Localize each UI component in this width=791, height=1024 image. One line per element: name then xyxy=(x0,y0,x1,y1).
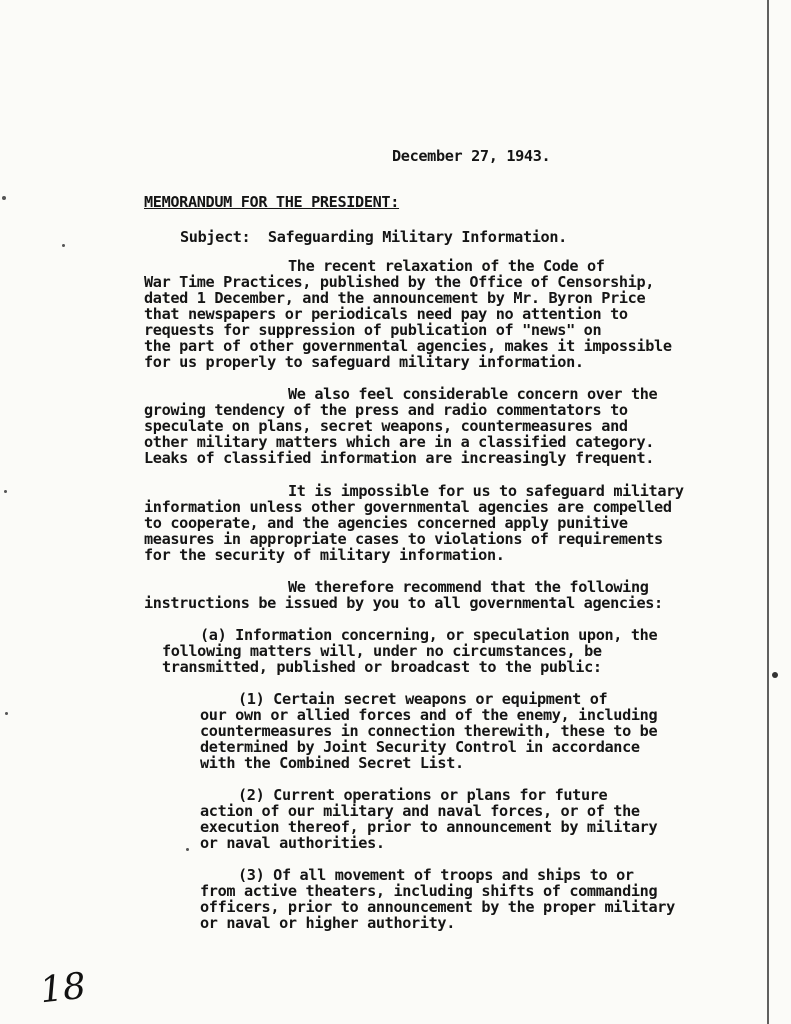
paragraph-line: Leaks of classified information are increasingly frequent. xyxy=(144,449,655,467)
memo-date: December 27, 1943. xyxy=(392,147,551,165)
paragraph-line: that newspapers or periodicals need pay no attention to xyxy=(144,305,628,323)
speck xyxy=(4,490,7,493)
paragraph-line: (3) Of all movement of troops and ships to or xyxy=(238,866,634,884)
paragraph-line: from active theaters, including shifts of commanding xyxy=(200,882,658,900)
paragraph-line: instructions be issued by you to all governmental agencies: xyxy=(144,594,663,612)
paragraph-line: with the Combined Secret List. xyxy=(200,754,464,772)
paragraph-line: execution thereof, prior to announcement by military xyxy=(200,818,658,836)
paragraph-line: (1) Certain secret weapons or equipment of xyxy=(238,690,608,708)
paragraph-line: We therefore recommend that the following xyxy=(288,578,649,596)
speck xyxy=(5,712,8,715)
speck xyxy=(62,244,65,247)
paragraph-line: the part of other governmental agencies, makes it impossible xyxy=(144,337,672,355)
paragraph-line: officers, prior to announcement by the proper military xyxy=(200,898,675,916)
paragraph-line: or naval authorities. xyxy=(200,834,385,852)
paragraph-line: (2) Current operations or plans for future xyxy=(238,786,608,804)
memo-heading: MEMORANDUM FOR THE PRESIDENT: xyxy=(144,193,400,211)
speck xyxy=(2,196,6,200)
paragraph-line: growing tendency of the press and radio commentators to xyxy=(144,401,628,419)
paragraph-line: speculate on plans, secret weapons, countermeasures and xyxy=(144,417,628,435)
paragraph-line: The recent relaxation of the Code of xyxy=(288,257,605,275)
paragraph-line: measures in appropriate cases to violations of requirements xyxy=(144,530,663,548)
paragraph-line: following matters will, under no circumstances, be xyxy=(162,642,602,660)
paragraph-line: other military matters which are in a classified category. xyxy=(144,433,655,451)
speck xyxy=(186,848,189,851)
paragraph-line: to cooperate, and the agencies concerned apply punitive xyxy=(144,514,628,532)
paragraph-line: requests for suppression of publication of "news" on xyxy=(144,321,602,339)
paragraph-line: determined by Joint Security Control in accordance xyxy=(200,738,640,756)
paragraph-line: our own or allied forces and of the enemy, including xyxy=(200,706,658,724)
paragraph-line: or naval or higher authority. xyxy=(200,914,456,932)
paragraph-line: War Time Practices, published by the Office of Censorship, xyxy=(144,273,655,291)
paragraph-line: information unless other governmental agencies are compelled xyxy=(144,498,672,516)
paragraph-line: dated 1 December, and the announcement by Mr. Byron Price xyxy=(144,289,646,307)
paragraph-line: action of our military and naval forces, or of the xyxy=(200,802,640,820)
paragraph-line: (a) Information concerning, or speculation upon, the xyxy=(200,626,658,644)
paragraph-line: We also feel considerable concern over the xyxy=(288,385,658,403)
handwritten-page-number: 18 xyxy=(37,965,88,1012)
memo-subject: Subject: Safeguarding Military Information. xyxy=(180,228,567,246)
paragraph-line: transmitted, published or broadcast to the public: xyxy=(162,658,602,676)
paragraph-line: for the security of military information. xyxy=(144,546,505,564)
paragraph-line: countermeasures in connection therewith, these to be xyxy=(200,722,658,740)
paragraph-line: It is impossible for us to safeguard military xyxy=(288,482,684,500)
paragraph-line: for us properly to safeguard military information. xyxy=(144,353,584,371)
edge-mark xyxy=(772,672,778,678)
page-edge-line xyxy=(767,0,769,1024)
